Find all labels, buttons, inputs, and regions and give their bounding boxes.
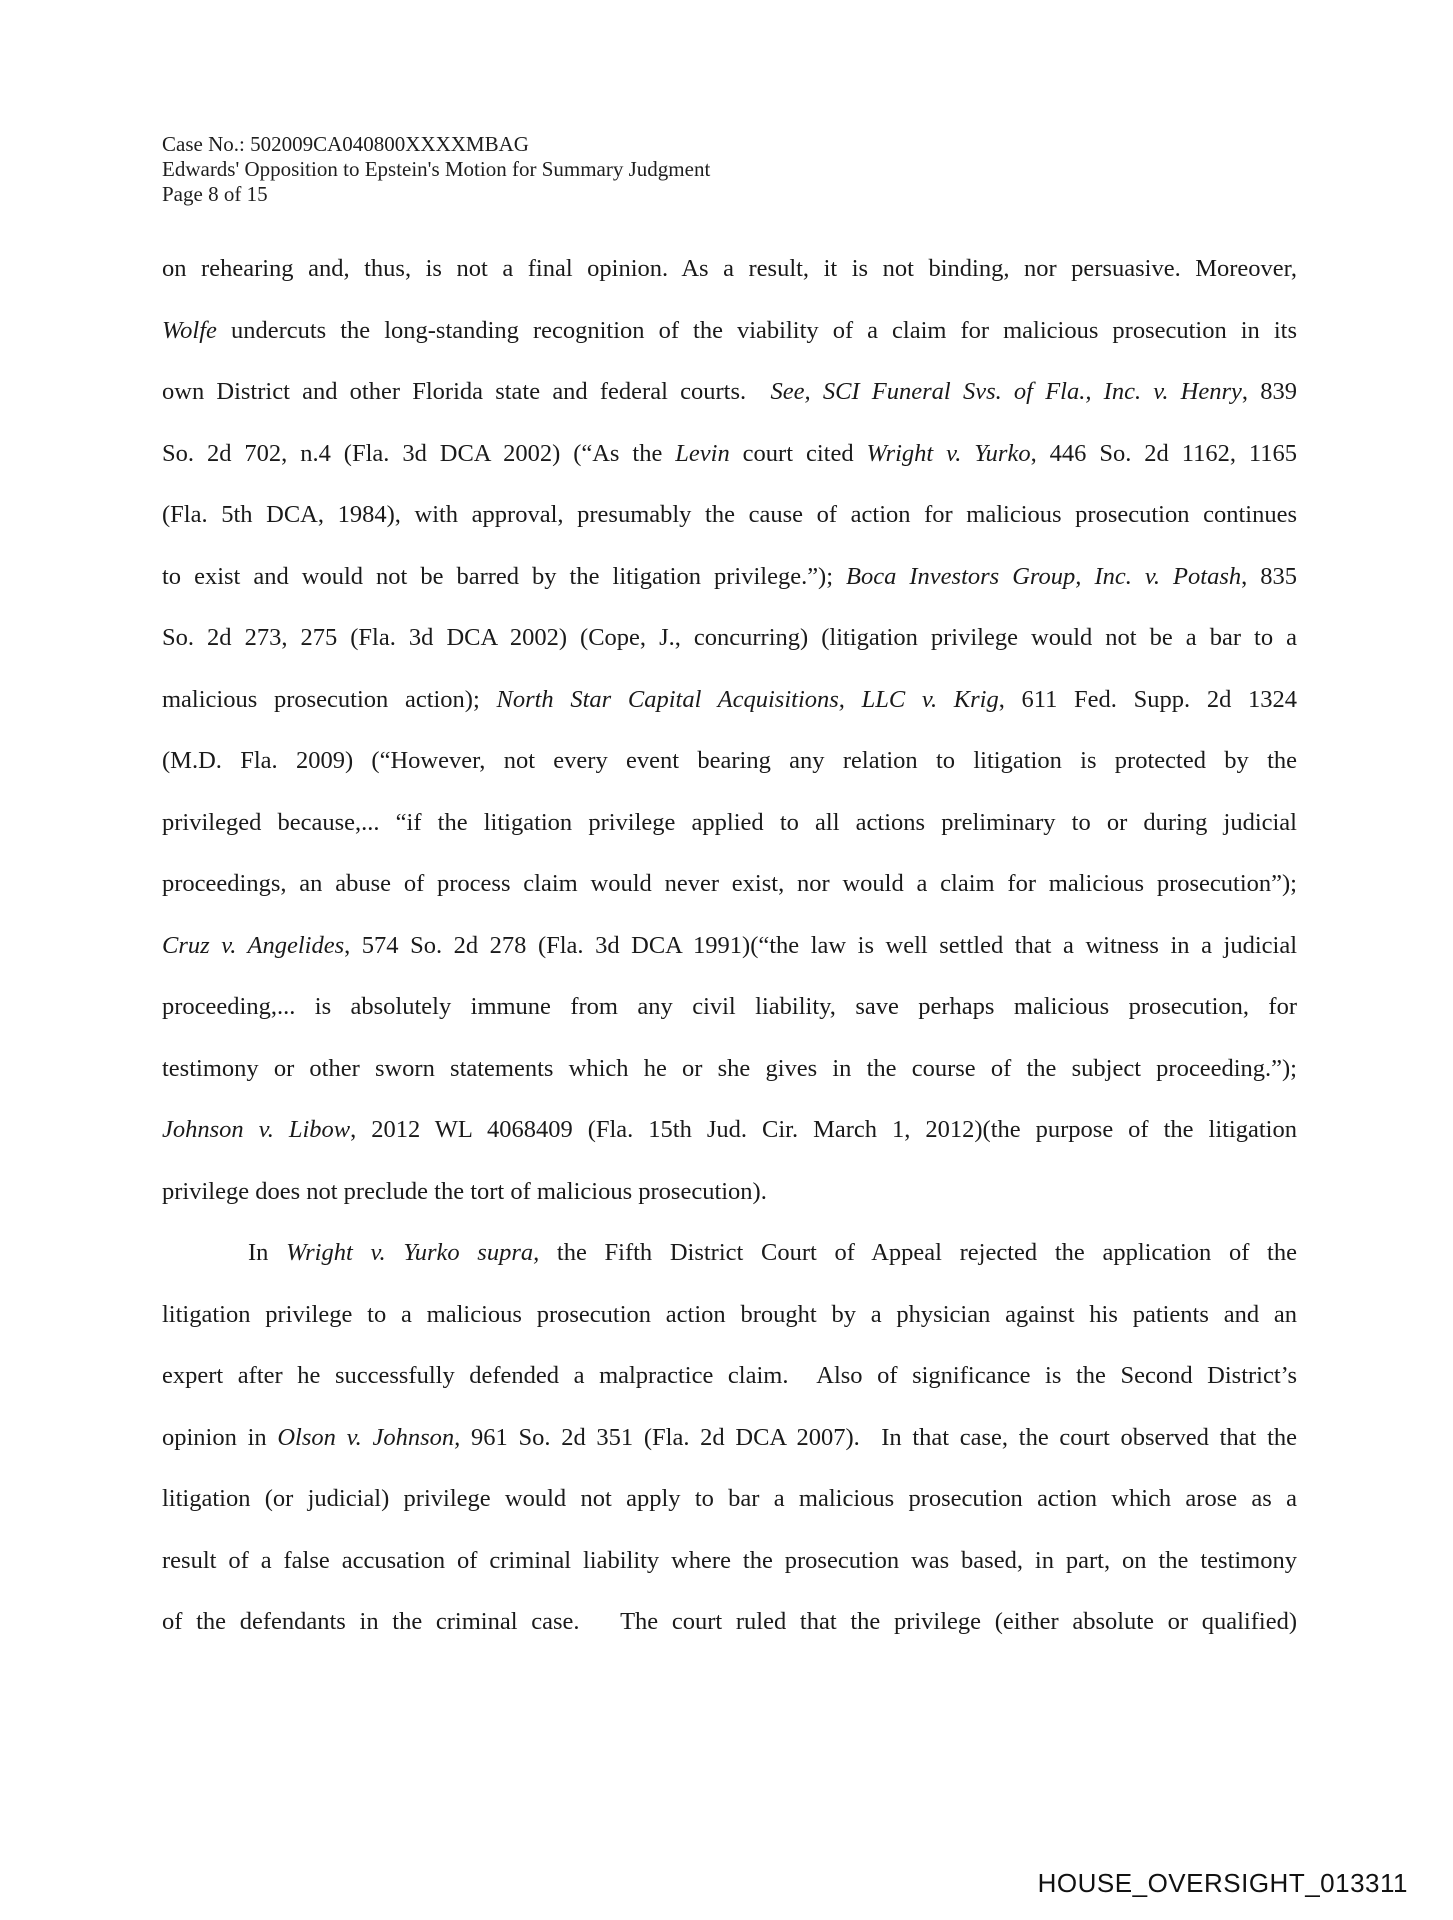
case-citation-italic: Wolfe	[162, 316, 217, 344]
case-citation-italic: Johnson v. Libow	[162, 1116, 351, 1143]
text-run: opinion in	[162, 1423, 278, 1451]
text-line	[162, 730, 1297, 792]
text-run: proceedings, an abuse of process claim would never exist, nor would a claim for malicious prosecution”);	[162, 870, 1297, 897]
text-line	[162, 238, 1297, 300]
page-header	[162, 132, 710, 207]
text-run: , 2012 WL 4068409 (Fla. 15th Jud. Cir. March 1, 2012)(the purpose of the litigation	[350, 1116, 1297, 1143]
text-line	[162, 1099, 1297, 1161]
text-line	[162, 792, 1297, 854]
text-line	[162, 1407, 1297, 1469]
text-run: , 839	[1241, 378, 1298, 405]
text-line	[162, 423, 1297, 485]
text-run: on rehearing and, thus, is not a final opinion. As a result, it is not binding, nor persuasive. Moreover,	[162, 255, 1297, 282]
text-run: undercuts the long-standing recognition of the viability of a claim for malicious prosecution in its	[216, 316, 1297, 344]
text-line	[162, 361, 1297, 423]
text-line	[162, 1530, 1297, 1592]
text-run: , 446 So. 2d 1162, 1165	[1030, 439, 1298, 467]
text-run: In	[248, 1239, 287, 1266]
document-title: Edwards' Opposition to Epstein's Motion for Summary Judgment	[162, 157, 711, 181]
text-run: , 574 So. 2d 278 (Fla. 3d DCA 1991)(“the law is well settled that a witness in a judicial	[344, 931, 1297, 959]
text-run: (Fla. 5th DCA, 1984), with approval, presumably the cause of action for malicious prosecution continues	[162, 501, 1297, 528]
text-line	[162, 607, 1297, 669]
text-run: 961 So. 2d 351 (Fla. 2d DCA 2007). In that case, the court observed that the	[460, 1423, 1298, 1451]
case-citation-italic: North Star Capital Acquisitions, LLC v. Krig	[496, 685, 999, 713]
text-run: own District and other Florida state and federal courts.	[162, 378, 771, 405]
case-citation-italic: Boca Investors Group, Inc. v. Potash	[846, 562, 1242, 590]
text-run: litigation (or judicial) privilege would not apply to bar a malicious prosecution action which arose as a	[162, 1485, 1297, 1512]
case-citation-italic: Wright v. Yurko	[866, 439, 1031, 467]
text-run: privileged because,... “if the litigation privilege applied to all actions preliminary to or during judicial	[162, 808, 1297, 836]
text-line	[162, 669, 1297, 731]
text-line	[162, 976, 1297, 1038]
text-run: court cited	[729, 439, 867, 467]
text-line	[162, 546, 1297, 608]
case-citation-italic: Levin	[675, 439, 730, 467]
text-run: testimony or other sworn statements which he or she gives in the course of the subject proceeding.”);	[162, 1054, 1297, 1082]
text-line	[162, 1222, 1297, 1284]
text-line	[162, 1591, 1297, 1653]
text-line	[162, 1284, 1297, 1346]
case-number: Case No.: 502009CA040800XXXXMBAG	[162, 132, 529, 156]
text-run: the Fifth District Court of Appeal rejected the application of the	[539, 1239, 1297, 1266]
text-run: of the defendants in the criminal case. The court ruled that the privilege (either absolute or qualified)	[162, 1608, 1297, 1635]
text-run: result of a false accusation of criminal liability where the prosecution was based, in part, on the testimony	[162, 1546, 1297, 1574]
text-run: So. 2d 273, 275 (Fla. 3d DCA 2002) (Cope, J., concurring) (litigation privilege would not be a bar to a	[162, 624, 1297, 651]
text-line	[162, 300, 1297, 362]
text-line	[162, 915, 1297, 977]
case-citation-italic: See, SCI Funeral Svs. of Fla., Inc. v. Henry	[770, 378, 1242, 405]
text-line	[162, 1038, 1297, 1100]
document-body	[162, 238, 1297, 1653]
case-citation-italic: Wright v. Yurko supra,	[286, 1239, 540, 1266]
case-citation-italic: Cruz v. Angelides	[162, 931, 345, 959]
text-line	[162, 1468, 1297, 1530]
text-run: expert after he successfully defended a malpractice claim. Also of significance is the Second District’s	[162, 1362, 1297, 1389]
text-line	[162, 484, 1297, 546]
text-run: So. 2d 702, n.4 (Fla. 3d DCA 2002) (“As the	[162, 439, 676, 467]
page-number: Page 8 of 15	[162, 182, 268, 206]
text-line	[162, 1161, 1297, 1223]
text-run: to exist and would not be barred by the litigation privilege.”);	[162, 562, 847, 590]
case-citation-italic: Olson v. Johnson,	[277, 1423, 461, 1451]
text-run: malicious prosecution action);	[162, 685, 497, 713]
paragraph-2	[162, 1222, 1297, 1653]
bates-stamp: HOUSE_OVERSIGHT_013311	[1037, 1868, 1408, 1898]
text-run: , 611 Fed. Supp. 2d 1324	[998, 685, 1298, 713]
text-run: , 835	[1241, 562, 1298, 590]
text-line	[162, 853, 1297, 915]
text-run: proceeding,... is absolutely immune from any civil liability, save perhaps malicious prosecution, for	[162, 993, 1297, 1020]
text-run: (M.D. Fla. 2009) (“However, not every event bearing any relation to litigation is protected by the	[162, 747, 1297, 774]
text-run: privilege does not preclude the tort of malicious prosecution).	[162, 1177, 767, 1205]
text-run: litigation privilege to a malicious prosecution action brought by a physician against his patients and an	[162, 1300, 1297, 1328]
text-line	[162, 1345, 1297, 1407]
paragraph-1	[162, 238, 1297, 1222]
